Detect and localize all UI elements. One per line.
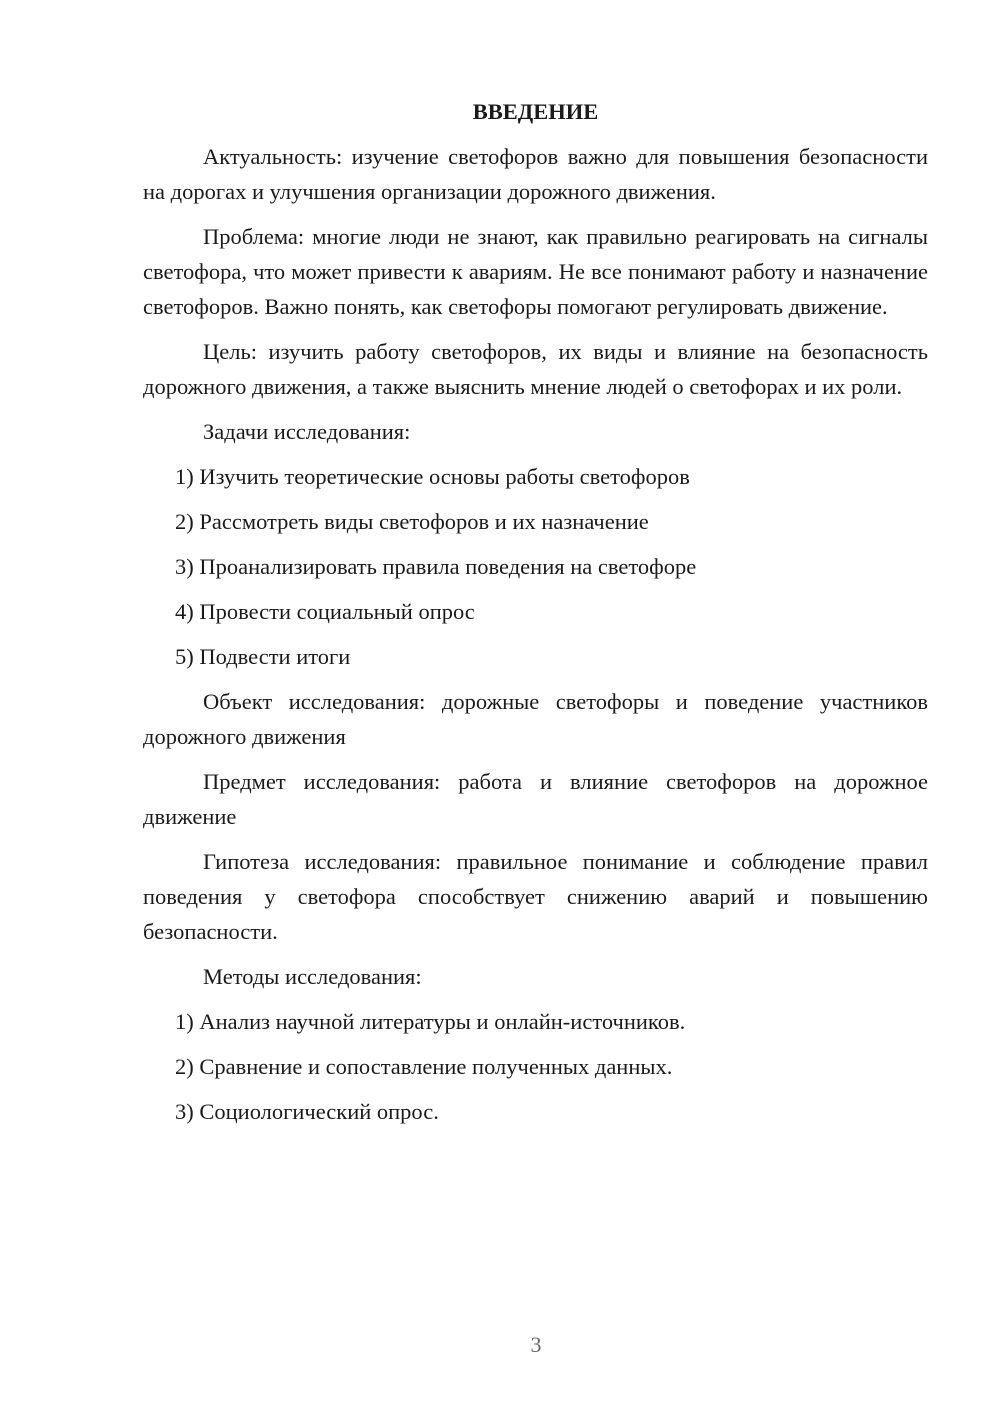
list-item: 1) Анализ научной литературы и онлайн-источников. [175,1009,686,1034]
relevance-paragraph: Актуальность: изучение светофоров важно для повышения безопасности на дорогах и улучшения организации дорожного движения. [143,144,928,204]
list-item: 3) Социологический опрос. [175,1099,439,1124]
page-content [143,94,928,1139]
list-item: 5) Подвести итоги [175,644,351,669]
list-item: 2) Рассмотреть виды светофоров и их назначение [175,509,649,534]
subject-paragraph: Предмет исследования: работа и влияние светофоров на дорожное движение [143,769,928,829]
list-item: 1) Изучить теоретические основы работы светофоров [175,464,690,489]
methods-list [143,1004,928,1129]
page-number: 3 [530,1332,542,1357]
list-item: 2) Сравнение и сопоставление полученных данных. [175,1054,673,1079]
hypothesis-paragraph: Гипотеза исследования: правильное понимание и соблюдение правил поведения у светофора способствует снижению аварий и повышению безопасности. [143,849,928,944]
goal-paragraph: Цель: изучить работу светофоров, их виды и влияние на безопасность дорожного движения, а также выяснить мнение людей о светофорах и их роли. [143,339,928,399]
list-item: 3) Проанализировать правила поведения на светофоре [175,554,697,579]
list-item: 4) Провести социальный опрос [175,599,475,624]
problem-paragraph: Проблема: многие люди не знают, как правильно реагировать на сигналы светофора, что может привести к авариям. Не все понимают работу и назначение светофоров. Важно понять, как светофоры помогают регулировать движение. [143,224,928,319]
tasks-heading: Задачи исследования: [203,419,411,444]
tasks-list [143,459,928,674]
page-title: ВВЕДЕНИЕ [472,99,599,124]
object-paragraph: Объект исследования: дорожные светофоры и поведение участников дорожного движения [143,689,928,749]
methods-heading: Методы исследования: [203,964,422,989]
